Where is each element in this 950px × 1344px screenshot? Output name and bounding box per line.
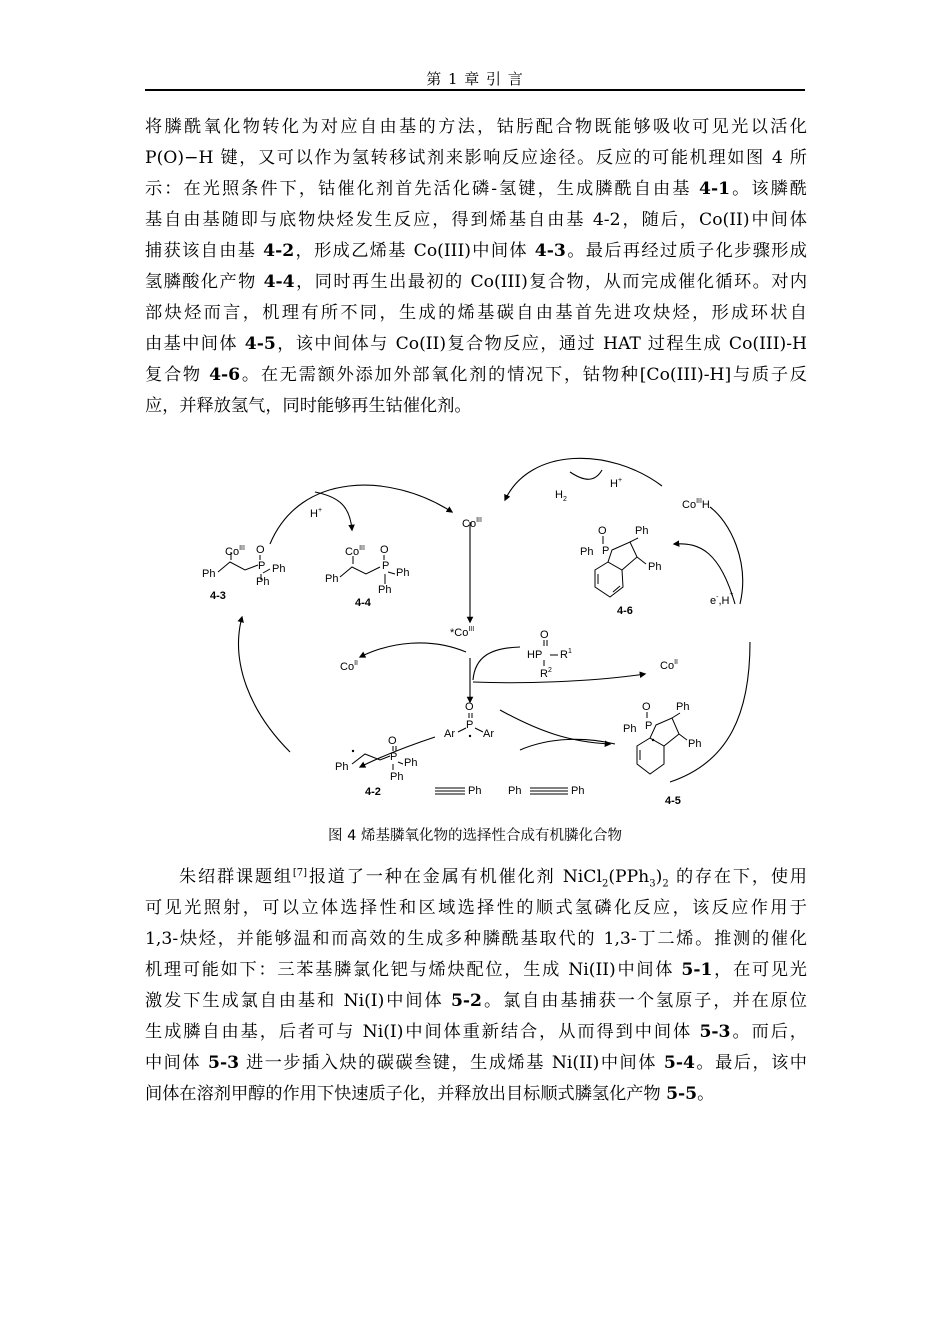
svg-text:HP: HP — [527, 649, 543, 661]
p2-line: 生成膦自由基，后者可与 Ni(I)中间体重新结合，从而得到中间体 5-3。而后， — [145, 1022, 807, 1042]
compound-4-2 — [335, 735, 417, 798]
svg-text:Ph: Ph — [325, 573, 339, 585]
internal-alkyne — [508, 785, 584, 797]
terminal-alkyne — [435, 785, 481, 797]
svg-text:Ph: Ph — [202, 568, 216, 580]
compound-4-6 — [580, 525, 661, 617]
p1-line: 氢膦酸化产物 4-4，同时再生出最初的 Co(III)复合物，从而完成催化循环。对内 — [145, 272, 808, 292]
paragraph-1 — [145, 112, 807, 422]
svg-text:Ph: Ph — [396, 567, 410, 579]
svg-text:Ph: Ph — [623, 723, 637, 735]
svg-text:Ph: Ph — [676, 701, 690, 713]
svg-text:Ar: Ar — [444, 728, 455, 740]
radical-p-ar — [444, 701, 494, 740]
svg-text:O: O — [388, 735, 397, 747]
arrow-alkyne-in — [520, 739, 615, 750]
p2-line: 机理可能如下：三苯基膦氯化钯与烯炔配位，生成 Ni(II)中间体 5-1，在可见光 — [145, 960, 807, 980]
p1-line: 捕获该自由基 4-2，形成乙烯基 Co(III)中间体 4-3。最后再经过质子化步骤形成 — [145, 241, 807, 261]
p1-line: 部炔烃而言，机理有所不同，生成的烯基碳自由基首先进攻炔烃，形成环状自 — [145, 303, 807, 323]
svg-text:CoIIIH: $Co^{III}H$ — [682, 498, 710, 511]
svg-text:O: O — [380, 544, 389, 556]
svg-text:H+: H+ — [310, 507, 323, 520]
svg-text:P: P — [466, 719, 474, 731]
p2-line: 激发下生成氯自由基和 Ni(I)中间体 5-2。氯自由基捕获一个氢原子，并在原位 — [145, 991, 807, 1011]
svg-text:Ph: Ph — [648, 561, 662, 573]
p1-line: 将膦酰氧化物转化为对应自由基的方法，钴肟配合物既能够吸收可见光以活化 — [145, 117, 807, 137]
reagent-hp — [527, 629, 572, 680]
p2-line: 间体在溶剂甲醇的作用下快速质子化，并释放出目标顺式膦氢化产物 5-5。 — [145, 1084, 715, 1104]
figure-caption: 图 4 烯基膦氧化物的选择性合成有机膦化合物 — [328, 828, 622, 844]
compound-4-3 — [202, 544, 285, 602]
p2-line: 可见光照射，可以立体选择性和区域选择性的顺式氢磷化反应，该反应作用于 — [145, 898, 807, 918]
paragraph-2 — [145, 862, 807, 1110]
svg-text:4-6: 4-6 — [617, 605, 633, 617]
svg-text:O: O — [598, 525, 607, 537]
svg-text:4-4: 4-4 — [355, 597, 371, 609]
mechanism-figure — [190, 452, 770, 804]
p1-line: 由基中间体 4-5，该中间体与 Co(II)复合物反应，通过 HAT 过程生成 Co(III)-H — [145, 334, 807, 354]
svg-text:P: P — [645, 720, 653, 732]
svg-text:CoIII: $Co^{III}$ — [462, 517, 482, 530]
svg-text:O: O — [642, 701, 651, 713]
svg-text:Ph: Ph — [571, 785, 585, 797]
svg-text:Ph: Ph — [580, 546, 594, 558]
p2-line: 朱绍群课题组[7]报道了一种在金属有机催化剂 $NiCl_2(PPh_3)_2$ 的存在下，使用 — [179, 867, 807, 890]
p1-line: P(O)−H 键，又可以作为氢转移试剂来影响反应途径。反应的可能机理如图 4 所 — [145, 148, 807, 168]
svg-text:H2: $H_2$ — [555, 489, 567, 503]
chapter-header: 第 1 章 引 言 — [426, 70, 524, 88]
header-rule — [145, 89, 805, 91]
svg-text:Ph: Ph — [508, 785, 522, 797]
svg-text:e-,H+: e-,H+ — [710, 591, 734, 607]
svg-text:P: P — [390, 751, 398, 763]
svg-text:Ph: Ph — [335, 761, 349, 773]
arrow-to-45 — [500, 710, 610, 744]
compound-4-4 — [325, 544, 409, 609]
p1-line: 应，并释放氢气，同时能够再生钴催化剂。 — [145, 396, 472, 416]
p1-line: 基自由基随即与底物炔烃发生反应，得到烯基自由基 4-2，随后，Co(II)中间体 — [145, 210, 807, 230]
svg-text:H+: H+ — [610, 477, 623, 490]
svg-text:CoIII: $Co^{III}$ — [345, 545, 365, 558]
svg-text:R1: $R^1$ — [560, 648, 572, 661]
svg-text:Ph: Ph — [378, 584, 392, 596]
arrow-hp-in — [473, 647, 520, 680]
p1-line: 复合物 4-6。在无需额外添加外部氧化剂的情况下，钴物种[Co(III)-H]与质子反 — [145, 365, 807, 385]
svg-text:Ar: Ar — [483, 728, 494, 740]
svg-text:Ph: Ph — [468, 785, 482, 797]
svg-text:4-2: 4-2 — [365, 786, 381, 798]
svg-text:R2: $R^2$ — [540, 667, 552, 680]
svg-text:*CoIII: $*Co^{III}$ — [450, 626, 475, 639]
svg-text:O: O — [465, 701, 474, 713]
arrow-to-42 — [360, 737, 435, 767]
svg-text:Ph: Ph — [256, 576, 270, 588]
svg-text:Ph: Ph — [688, 738, 702, 750]
compound-4-5 — [623, 701, 701, 804]
svg-text:P: P — [602, 545, 610, 557]
p1-line: 示：在光照条件下，钴催化剂首先活化磷-氢键，生成膦酰自由基 4-1。该膦酰 — [145, 179, 807, 199]
svg-text:Ph: Ph — [272, 563, 286, 575]
svg-text:P: P — [258, 560, 266, 572]
svg-text:CoIII: $Co^{III}$ — [225, 545, 245, 558]
arrow-top-left — [270, 485, 452, 544]
p2-line: 1,3-炔烃，并能够温和而高效的生成多种膦酰基取代的 1,3-丁二烯。推测的催化 — [145, 929, 807, 949]
svg-text:4-5: 4-5 — [665, 795, 681, 804]
arrow-coii-right — [473, 674, 645, 683]
svg-text:Ph: Ph — [404, 757, 418, 769]
svg-text:O: O — [540, 629, 549, 641]
arrow-left-up — [239, 617, 290, 752]
svg-text:CoII: $Co^{II}$ — [340, 660, 358, 673]
svg-text:O: O — [256, 544, 265, 556]
p2-line: 中间体 5-3 进一步插入炔的碳碳叁键，生成烯基 Ni(II)中间体 5-4。最后，该中 — [145, 1053, 807, 1073]
svg-text:4-3: 4-3 — [210, 590, 226, 602]
svg-text:P: P — [382, 560, 390, 572]
arrow-h2-branch — [570, 470, 602, 479]
svg-text:Ph: Ph — [635, 525, 649, 537]
svg-text:Ph: Ph — [390, 771, 404, 783]
arrow-right-top — [710, 507, 743, 604]
arrow-coii-left — [360, 643, 466, 657]
svg-text:CoII: $Co^{II}$ — [660, 659, 678, 672]
